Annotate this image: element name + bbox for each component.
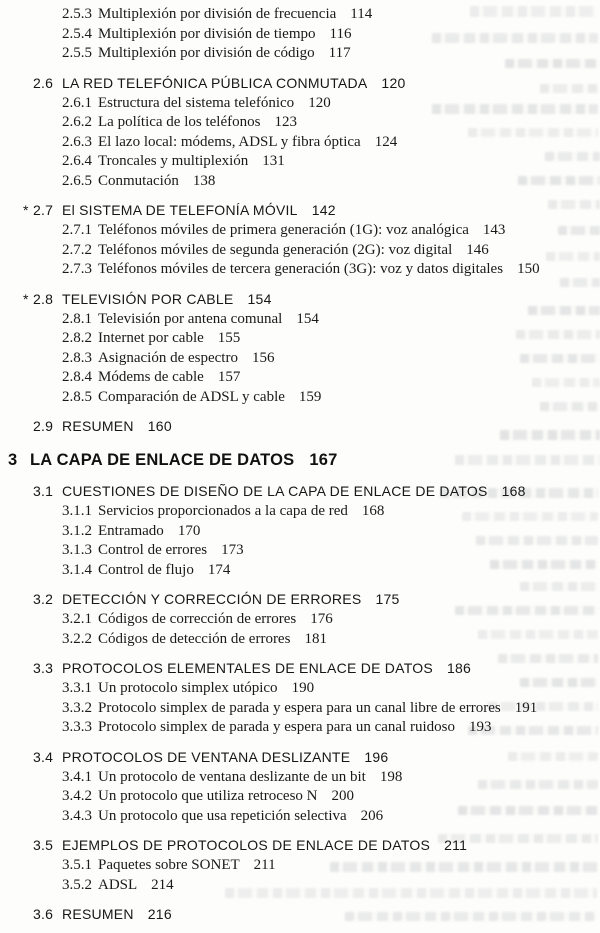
toc-entry	[0, 200, 600, 220]
toc-entry-number: 2.8	[33, 290, 54, 307]
toc-entry	[0, 747, 600, 767]
toc-entry-page: 146	[466, 241, 489, 258]
toc-entry	[0, 241, 600, 261]
toc-entry	[0, 610, 600, 630]
toc-entry-title: Multiplexión por división de código	[98, 45, 315, 61]
toc-entry	[0, 658, 600, 678]
toc-entry-body	[0, 481, 526, 501]
toc-entry-title: Servicios proporcionados a la capa de red	[98, 503, 348, 519]
toc-entry-number: 3.6	[33, 906, 54, 922]
toc-entry-number: 2.8.1	[62, 310, 92, 327]
toc-entry-title: Multiplexión por división de tiempo	[98, 25, 316, 42]
toc-entry-page: 156	[251, 349, 275, 366]
toc-entry-number: 2.5.3	[62, 6, 92, 22]
toc-entry-body	[0, 856, 276, 876]
toc-entry-title: Módems de cable	[98, 369, 204, 385]
toc-entry-title: El lazo local: módems, ADSL y fibra óptica	[98, 133, 361, 150]
toc-entry	[0, 904, 600, 924]
toc-entry	[0, 25, 600, 45]
toc-entry	[0, 699, 600, 719]
toc-entry-body	[0, 44, 351, 64]
toc-entry-number: 3.1.2	[62, 522, 92, 539]
toc-entry-number: 3.5.2	[62, 876, 92, 893]
toc-entry	[0, 289, 600, 309]
toc-entry-title: Comparación de ADSL y cable	[98, 388, 285, 405]
toc-entry-number: 2.6.1	[62, 94, 92, 111]
toc-entry-number: 2.7.2	[62, 241, 92, 258]
toc-entry-asterisk: *	[23, 202, 29, 218]
toc-entry-title: Control de flujo	[98, 561, 194, 578]
toc-entry-body	[0, 73, 406, 93]
toc-entry-number: 3.1	[33, 483, 54, 499]
toc-entry	[0, 718, 600, 738]
toc-entry-title: DETECCIÓN Y CORRECCIÓN DE ERRORES	[62, 591, 362, 607]
toc-entry-page: 167	[309, 451, 338, 469]
toc-entry-title: Un protocolo que usa repetición selectiva	[98, 807, 347, 824]
toc-entry-page: 198	[379, 768, 403, 785]
toc-entry	[0, 807, 600, 827]
toc-entry	[0, 44, 600, 64]
toc-entry-body	[0, 25, 351, 45]
toc-entry	[0, 133, 600, 153]
toc-entry-page: 116	[329, 25, 352, 42]
toc-entry-page: 176	[310, 611, 333, 627]
toc-entry-title: Un protocolo que utiliza retroceso N	[98, 788, 318, 804]
toc-entry	[0, 768, 600, 788]
toc-entry-body	[0, 541, 244, 561]
toc-entry-number: 3.1.4	[62, 561, 92, 578]
toc-entry	[0, 94, 600, 114]
toc-entry-body	[0, 388, 321, 408]
toc-entry-number: 2.7	[33, 202, 54, 218]
toc-entry-page: 196	[364, 748, 389, 765]
toc-entry-page: 150	[517, 261, 540, 277]
toc-entry-title: Teléfonos móviles de tercera generación (3G): voz y datos digitales	[98, 261, 504, 277]
toc-entry-number: 3.2.1	[62, 611, 92, 627]
toc-entry	[0, 73, 600, 93]
toc-entry-body	[0, 94, 331, 114]
toc-entry-title: Paquetes sobre SONET	[98, 857, 240, 873]
toc-entry-page: 206	[360, 807, 384, 824]
toc-entry-page: 214	[151, 876, 174, 893]
toc-entry-page: 190	[291, 680, 315, 696]
toc-entry-number: 3	[8, 451, 18, 469]
toc-entry-number: 2.8.3	[62, 349, 92, 366]
toc-entry	[0, 349, 600, 369]
toc-entry-title: Multiplexión por división de frecuencia	[98, 6, 337, 22]
toc-entry-title: LA RED TELEFÓNICA PÚBLICA CONMUTADA	[62, 74, 368, 91]
toc-entry-title: Conmutación	[98, 172, 179, 189]
toc-entry-number: 2.5.4	[62, 25, 92, 42]
toc-entry	[0, 5, 600, 25]
toc-entry-page: 173	[221, 542, 244, 558]
toc-entry-title: PROTOCOLOS ELEMENTALES DE ENLACE DE DATOS	[62, 660, 433, 676]
toc-entry-page: 120	[381, 74, 406, 91]
toc-entry-title: RESUMEN	[62, 906, 134, 922]
toc-entry	[0, 260, 600, 280]
toc-entry-title: Códigos de corrección de errores	[98, 611, 297, 627]
toc-entry-number: 3.3.2	[62, 699, 92, 716]
toc-entry-page: 193	[468, 719, 492, 735]
toc-entry-page: 143	[482, 222, 506, 238]
toc-entry-page: 170	[177, 522, 201, 539]
toc-entry-title: Troncales y multiplexión	[98, 153, 249, 169]
toc-entry-body	[0, 5, 372, 25]
toc-entry-number: 3.2.2	[62, 630, 92, 647]
toc-entry	[0, 876, 600, 896]
toc-entry-page: 211	[253, 857, 276, 873]
toc-entry-title: Teléfonos móviles de segunda generación (2G): voz digital	[98, 241, 453, 258]
toc-entry-body	[0, 502, 384, 522]
toc-entry-title: Control de errores	[98, 542, 208, 558]
toc-entry-title: Un protocolo de ventana deslizante de un bit	[98, 768, 366, 785]
toc-entry-number: 2.7.3	[62, 261, 92, 277]
toc-entry-title: RESUMEN	[62, 418, 134, 434]
toc-entry	[0, 448, 600, 472]
toc-entry-body	[0, 835, 467, 855]
toc-entry-number: 2.8.2	[62, 330, 92, 346]
toc-entry-title: Protocolo simplex de parada y espera para un canal ruidoso	[98, 719, 455, 735]
toc-entry-body	[0, 152, 285, 172]
toc-entry	[0, 388, 600, 408]
toc-entry-body	[0, 658, 471, 678]
toc-entry-body	[0, 448, 337, 472]
toc-entry-number: 3.1.3	[62, 542, 92, 558]
toc-entry-page: 114	[350, 6, 373, 22]
toc-entry-body	[0, 589, 400, 609]
toc-entry-title: PROTOCOLOS DE VENTANA DESLIZANTE	[62, 748, 351, 765]
toc-entry-body	[0, 172, 215, 192]
toc-entry	[0, 152, 600, 172]
toc-entry-body	[0, 133, 397, 153]
toc-entry-title: Un protocolo simplex utópico	[98, 680, 278, 696]
toc-entry-title: TELEVISIÓN POR CABLE	[62, 290, 234, 307]
toc-entry-number: 3.2	[33, 591, 54, 607]
toc-entry-title: La política de los teléfonos	[98, 114, 261, 130]
toc-entry-body	[0, 679, 314, 699]
toc-entry-title: Teléfonos móviles de primera generación (1G): voz analógica	[98, 222, 469, 238]
toc-entry	[0, 329, 600, 349]
toc-entry-page: 154	[247, 290, 272, 307]
toc-entry-body	[0, 747, 388, 767]
toc-entry-body	[0, 310, 319, 330]
toc-entry	[0, 368, 600, 388]
toc-entry-number: 2.5.5	[62, 45, 92, 61]
toc-entry-body	[0, 522, 200, 542]
toc-entry-body	[0, 416, 172, 436]
toc-entry-page: 216	[147, 906, 172, 922]
toc-entry-title: EJEMPLOS DE PROTOCOLOS DE ENLACE DE DATOS	[62, 837, 431, 853]
toc-entry-title: El SISTEMA DE TELEFONÍA MÓVIL	[62, 202, 298, 218]
toc-entry-body	[0, 610, 333, 630]
toc-entry-page: 142	[311, 202, 336, 218]
toc-entry-title: Asignación de espectro	[98, 349, 238, 366]
toc-entry-page: 175	[375, 591, 400, 607]
toc-entry-title: LA CAPA DE ENLACE DE DATOS	[30, 451, 295, 469]
toc-entry-page: 157	[217, 369, 241, 385]
toc-entry	[0, 561, 600, 581]
toc-entry-asterisk: *	[23, 290, 29, 307]
toc-entry-page: 200	[331, 788, 355, 804]
toc-entry-number: 2.8.4	[62, 369, 92, 385]
toc-entry	[0, 172, 600, 192]
toc-entry-page: 123	[274, 114, 297, 130]
toc-entry-number: 3.1.1	[62, 503, 92, 519]
toc-entry-title: Entramado	[98, 522, 164, 539]
toc-entry-number: 3.4.2	[62, 788, 92, 804]
toc-entry-page: 211	[444, 837, 468, 853]
toc-entry-number: 2.7.1	[62, 222, 92, 238]
toc-entry-body	[0, 768, 402, 788]
toc-entry	[0, 416, 600, 436]
toc-entry	[0, 856, 600, 876]
toc-entry-number: 3.3.3	[62, 719, 92, 735]
toc-entry-number: 2.6.2	[62, 114, 92, 130]
toc-entry-number: 2.8.5	[62, 388, 92, 405]
toc-entry-number: 3.5.1	[62, 857, 92, 873]
toc-entry-page: 168	[501, 483, 526, 499]
toc-entry-title: Códigos de detección de errores	[98, 630, 291, 647]
toc-entry-body	[0, 349, 274, 369]
toc-entry	[0, 481, 600, 501]
toc-entry	[0, 113, 600, 133]
toc-entry-number: 3.4.1	[62, 768, 92, 785]
toc-entry-page: 131	[262, 153, 285, 169]
toc-entry-body	[0, 807, 383, 827]
toc-entry-page: 186	[446, 660, 472, 676]
toc-entry	[0, 589, 600, 609]
toc-entry-number: 3.3	[33, 660, 54, 676]
toc-entry-number: 2.6.4	[62, 153, 92, 169]
toc-entry-number: 3.5	[33, 837, 54, 853]
toc-entry	[0, 541, 600, 561]
toc-entry-page: 191	[514, 699, 538, 716]
toc-entry	[0, 787, 600, 807]
toc-entry-body	[0, 113, 297, 133]
toc-entry-title: Internet por cable	[98, 330, 204, 346]
toc-entry	[0, 679, 600, 699]
toc-entry	[0, 630, 600, 650]
toc-entry-page: 124	[374, 133, 398, 150]
toc-entry-number: 3.4.3	[62, 807, 92, 824]
toc-entry-number: 2.9	[33, 418, 54, 434]
toc-entry-body	[0, 561, 230, 581]
toc-entry	[0, 502, 600, 522]
toc-entry-page: 159	[298, 388, 322, 405]
toc-entry-number: 2.6	[33, 74, 54, 91]
toc-entry-title: Protocolo simplex de parada y espera para un canal libre de errores	[98, 699, 501, 716]
toc-entry-body	[0, 368, 240, 388]
toc-entry-page: 154	[296, 310, 319, 327]
toc-entry-page: 120	[308, 94, 331, 111]
toc-entry-body	[0, 787, 354, 807]
toc-entry	[0, 522, 600, 542]
toc-entry-page: 138	[192, 172, 216, 189]
toc-entry-page: 155	[217, 330, 241, 346]
toc-entry-page: 181	[304, 630, 327, 647]
toc-entry-number: 2.6.5	[62, 172, 92, 189]
toc-entry-number: 3.4	[33, 748, 54, 765]
toc-entry	[0, 221, 600, 241]
toc-entry	[0, 835, 600, 855]
toc-entry-page: 117	[328, 45, 351, 61]
toc-entry-body	[0, 904, 172, 924]
toc-entry-title: Estructura del sistema telefónico	[98, 94, 295, 111]
toc-entry-body	[0, 630, 327, 650]
toc-entry-number: 3.3.1	[62, 680, 92, 696]
toc-entry	[0, 310, 600, 330]
toc-entry-number: 2.6.3	[62, 133, 92, 150]
toc-entry-title: CUESTIONES DE DISEÑO DE LA CAPA DE ENLACE DE DATOS	[62, 483, 488, 499]
toc-entry-title: ADSL	[98, 876, 138, 893]
toc-entry-page: 160	[147, 418, 172, 434]
toc-entry-page: 168	[361, 503, 385, 519]
toc-entry-body	[0, 329, 240, 349]
toc-entry-page: 174	[207, 561, 231, 578]
toc-entry-title: Televisión por antena comunal	[98, 310, 283, 327]
